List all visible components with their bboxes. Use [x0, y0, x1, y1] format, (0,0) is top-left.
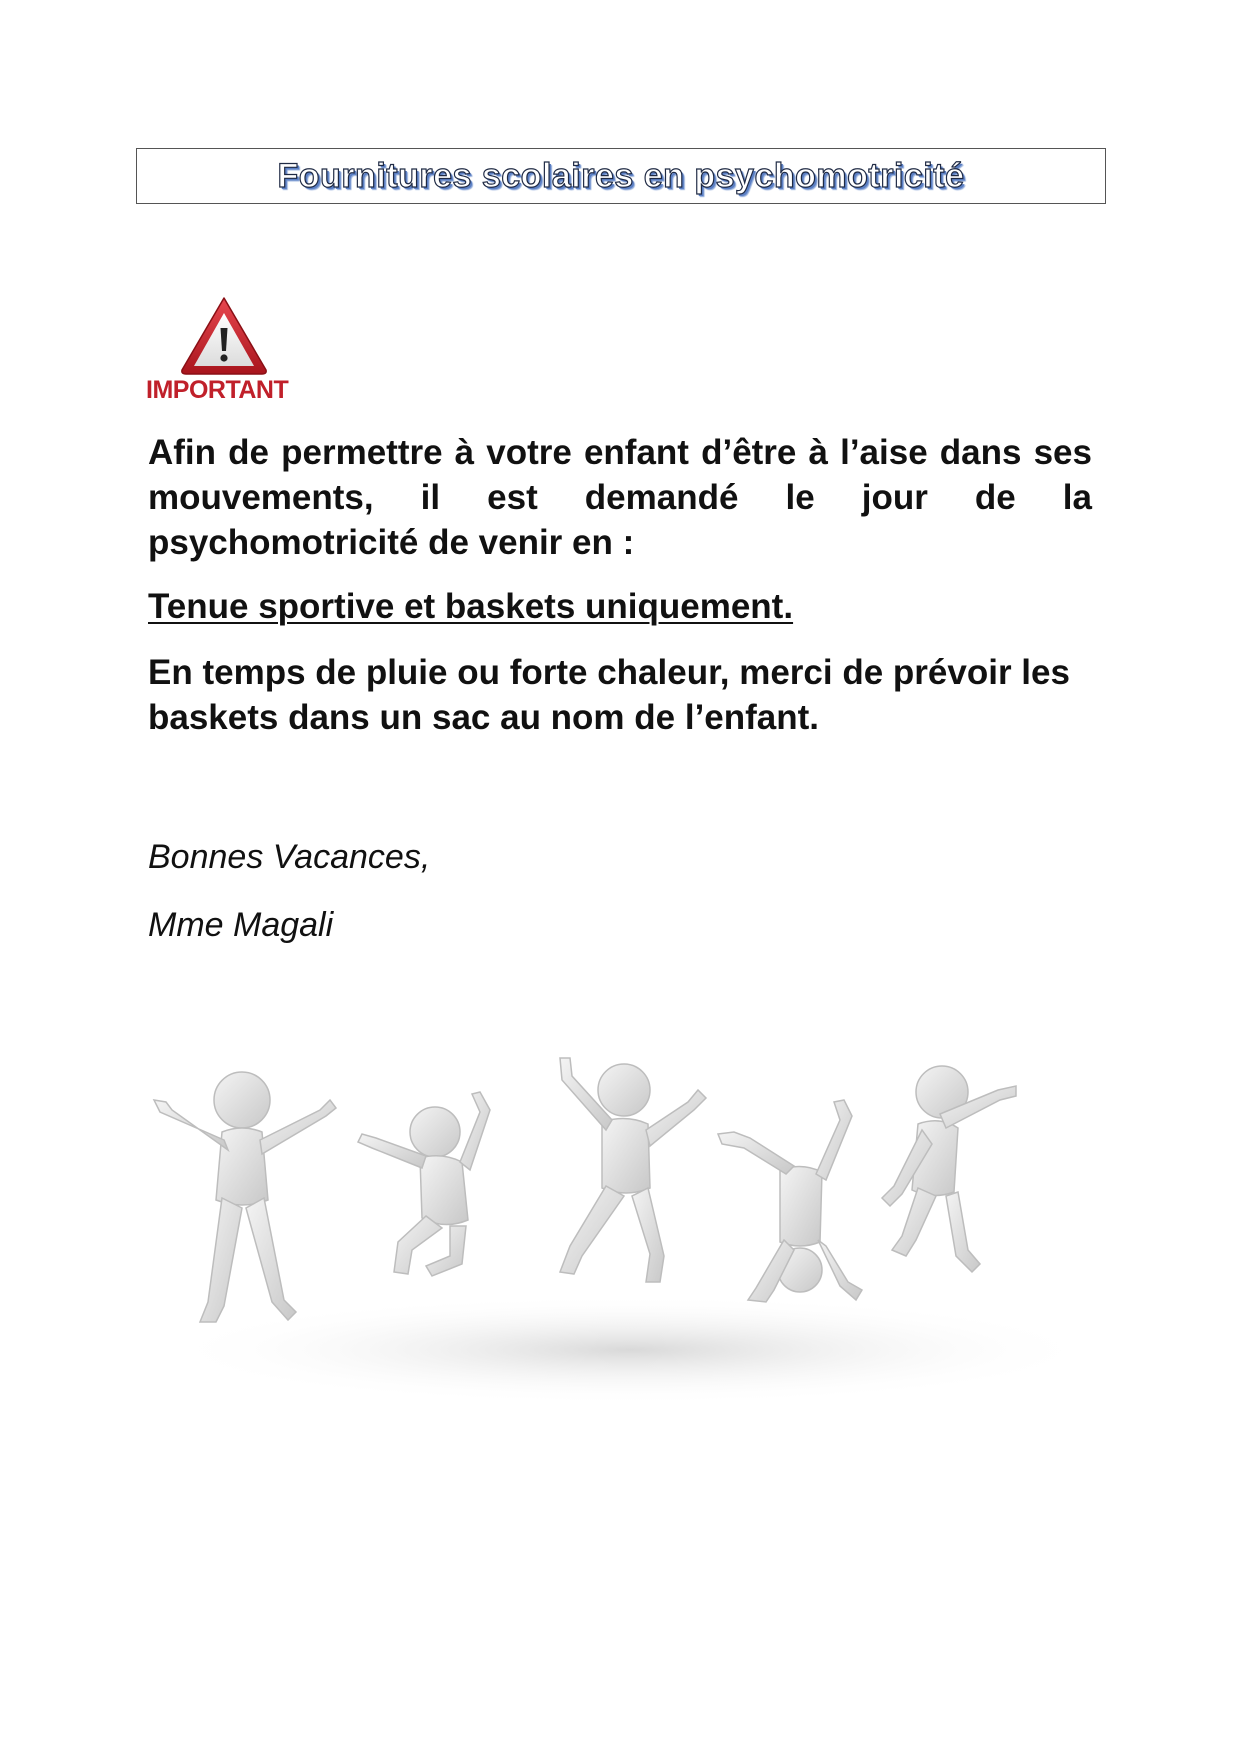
page-title: Fournitures scolaires en psychomotricité	[277, 156, 965, 195]
figure-5	[882, 1066, 1016, 1272]
warning-triangle-icon	[146, 296, 306, 376]
signature-name: Mme Magali	[148, 906, 334, 944]
important-notice	[146, 296, 306, 406]
jumping-figures-illustration	[150, 1050, 1110, 1410]
figure-4	[718, 1100, 862, 1302]
instruction-paragraph: Afin de permettre à votre enfant d’être à l’aise dans ses mouvements, il est demandé le jour de la psychomotricité de venir en :	[148, 433, 1092, 562]
dress-code-line: Tenue sportive et baskets uniquement.	[148, 587, 794, 626]
figures-svg	[150, 1050, 1110, 1410]
figure-1	[154, 1072, 336, 1322]
greeting: Bonnes Vacances,	[148, 838, 431, 876]
figure-3	[560, 1058, 706, 1282]
important-label: IMPORTANT	[146, 376, 289, 404]
weather-note-paragraph: En temps de pluie ou forte chaleur, merci de prévoir les baskets dans un sac au nom de l’enfant.	[148, 653, 1070, 737]
title-box	[136, 148, 1106, 204]
figure-2	[358, 1092, 490, 1276]
